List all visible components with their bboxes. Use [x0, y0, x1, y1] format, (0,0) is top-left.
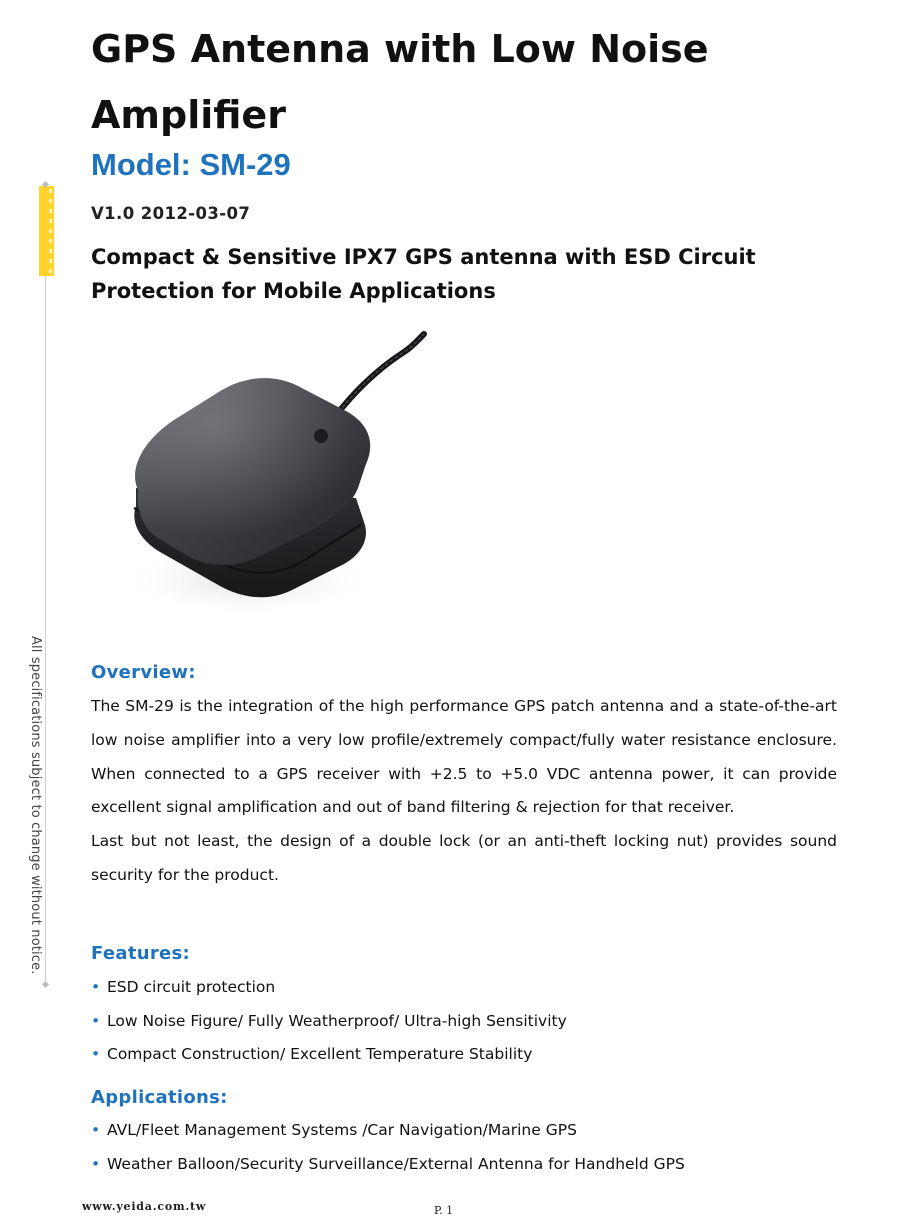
- footer-website[interactable]: www.yeida.com.tw: [82, 1200, 207, 1213]
- bullet-icon: •: [91, 1045, 101, 1064]
- rail-bottom-cap: [42, 981, 49, 988]
- overview-heading: Overview:: [91, 662, 196, 683]
- page-title: GPS Antenna with Low Noise Amplifier: [91, 27, 709, 137]
- product-subtitle: Compact & Sensitive IPX7 GPS antenna with ESD Circuit Protection for Mobile Applications: [91, 245, 756, 303]
- overview-body: [91, 690, 837, 893]
- list-item: [91, 971, 851, 1005]
- list-item: [91, 1148, 851, 1182]
- version-date: V1.0 2012-03-07: [91, 204, 251, 223]
- applications-heading: Applications:: [91, 1087, 228, 1108]
- model-heading: Model: SM-29: [91, 147, 291, 182]
- applications-list: [91, 1114, 851, 1181]
- features-heading: Features:: [91, 943, 191, 964]
- bullet-icon: •: [91, 1121, 101, 1139]
- page-number: P. 1: [434, 1204, 454, 1217]
- side-rail: [45, 186, 46, 986]
- list-item-text: Compact Construction/ Excellent Temperature Stability: [107, 1045, 533, 1064]
- list-item: [91, 1114, 851, 1148]
- list-item-text: AVL/Fleet Management Systems /Car Navigation/Marine GPS: [107, 1121, 577, 1139]
- bullet-icon: •: [91, 1154, 101, 1173]
- overview-paragraph: Last but not least, the design of a double lock (or an anti-theft locking nut) provides sound security for the product.: [91, 832, 837, 884]
- list-item: [91, 1005, 851, 1039]
- side-note: All specifications subject to change without notice.: [28, 636, 43, 975]
- side-tab-stitch: [49, 189, 52, 273]
- bullet-icon: •: [91, 1011, 101, 1030]
- overview-paragraph: The SM-29 is the integration of the high performance GPS patch antenna and a state-of-the-art low noise amplifier into a very low profile/extremely compact/fully water resistance enclosure. When connected to a GPS receiver with +2.5 to +5.0 VDC antenna power, it can provide excellent signal amplification and out of band filtering & rejection for that receiver.: [91, 697, 837, 817]
- list-item: [91, 1038, 851, 1072]
- list-item-text: ESD circuit protection: [107, 978, 276, 996]
- list-item-text: Weather Balloon/Security Surveillance/External Antenna for Handheld GPS: [107, 1154, 685, 1173]
- features-list: [91, 971, 851, 1072]
- bullet-icon: •: [91, 978, 101, 996]
- list-item-text: Low Noise Figure/ Fully Weatherproof/ Ultra-high Sensitivity: [107, 1011, 567, 1030]
- antenna-product-photo: [118, 318, 448, 630]
